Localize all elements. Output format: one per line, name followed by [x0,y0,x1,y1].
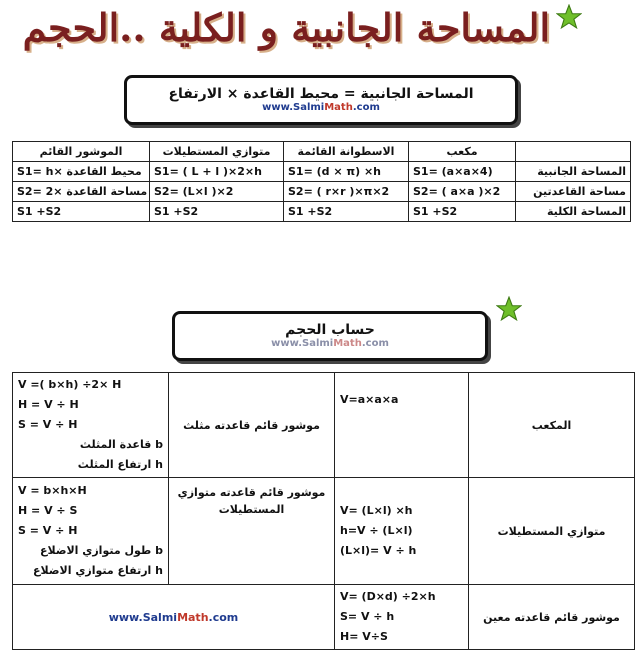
lateral-area-formula: المساحة الجانبية = محيط القاعدة × الارتفاع [168,86,474,102]
volume-title: حساب الحجم [285,322,375,338]
row-label: المساحة الكلية [516,202,631,222]
formula: V =( b×h) ÷2× H [18,378,122,391]
table-cell: S1 +S2 [409,202,516,222]
shape-name: موشور قائم قاعدته متوازي المستطيلات [169,478,335,585]
table-cell: S1 +S2 [13,202,150,222]
row-label: المساحة الجانبية [516,162,631,182]
formula: H = V ÷ S [18,504,78,517]
table-row [13,478,635,585]
formula: V= (L×l) ×h [340,504,413,517]
note: h ارتفاع المثلث [77,458,163,471]
table-header-row [13,142,631,162]
formula: V=a×a×a [335,373,469,478]
site-watermark: www.SalmiMath.com [271,338,389,349]
row-label: مساحة القاعدتين [516,182,631,202]
shape-name: موشور قائم قاعدته معين [469,585,635,650]
table-row [13,202,631,222]
table-cell: S2= ( a×a )×2 [409,182,516,202]
volume-title-box [172,311,488,361]
table-row [13,373,635,478]
col-header-cuboid: متوازي المستطيلات [150,142,284,162]
table-row [13,585,635,650]
formula: h=V ÷ (L×l) [340,524,413,537]
table-cell [335,478,469,585]
table-cell [335,585,469,650]
formula: H= V÷S [340,630,388,643]
table-cell: S2= ( r×r )×π×2 [284,182,409,202]
table-cell [13,478,169,585]
formula: V= (D×d) ÷2×h [340,590,436,603]
note: b قاعدة المثلث [79,438,163,451]
table-cell: S2= (L×l )×2 [150,182,284,202]
col-header-cylinder: الاسطوانة القائمة [284,142,409,162]
table-cell [13,373,169,478]
table-row [13,182,631,202]
surface-area-table [12,141,631,222]
note: b طول متوازي الاضلاع [39,544,163,557]
table-cell: S1= (d × π) ×h [284,162,409,182]
table-cell: S1= ( L + l )×2×h [150,162,284,182]
site-watermark: www.SalmiMath.com [262,102,380,113]
table-cell: S1 +S2 [150,202,284,222]
formula: S = V ÷ H [18,418,78,431]
shape-name: المكعب [469,373,635,478]
site-watermark: www.SalmiMath.com [108,610,239,624]
table-cell: S1 +S2 [284,202,409,222]
table-cell: S1= h× محيط القاعدة [13,162,150,182]
formula: V = b×h×H [18,484,87,497]
table-row [13,162,631,182]
shape-name: متوازي المستطيلات [469,478,635,585]
note: h ارتفاع متوازي الاضلاع [33,564,163,577]
shape-name: موشور قائم قاعدته مثلث [169,373,335,478]
formula: H = V ÷ H [18,398,79,411]
col-header-prism: الموشور القائم [13,142,150,162]
formula: (L×l)= V ÷ h [340,544,417,557]
lateral-area-formula-box [124,75,518,125]
table-cell: S1= (a×a×4) [409,162,516,182]
volume-table [12,372,635,650]
star-icon [556,4,582,30]
page-title: المساحة الجانبية و الكلية ..الحجم [22,5,550,50]
formula: S = V ÷ H [18,524,78,537]
table-cell [13,585,335,650]
table-cell: S2= 2× مساحة القاعدة [13,182,150,202]
star-icon [496,296,522,322]
formula: S= V ÷ h [340,610,395,623]
col-header-empty [516,142,631,162]
col-header-cube: مكعب [409,142,516,162]
